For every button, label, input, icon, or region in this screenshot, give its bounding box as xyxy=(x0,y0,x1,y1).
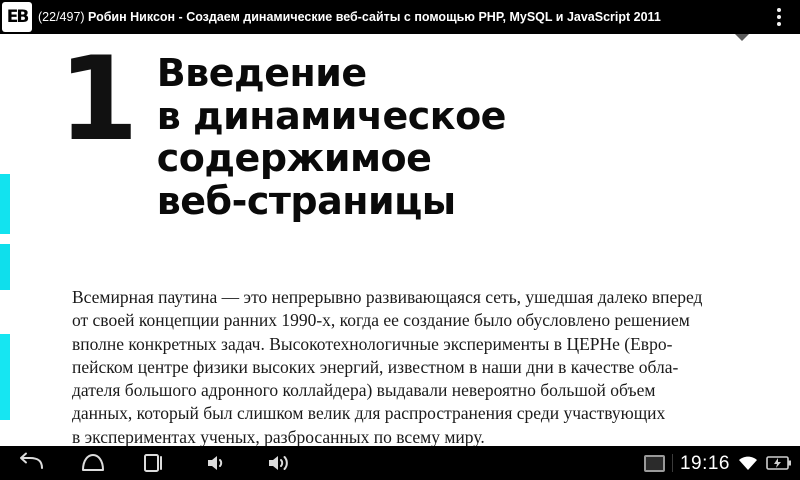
back-button[interactable] xyxy=(0,446,62,480)
page-edge-marker xyxy=(0,244,10,290)
volume-up-button[interactable] xyxy=(248,446,310,480)
status-divider xyxy=(672,454,673,472)
overflow-dot-1 xyxy=(777,8,781,12)
body-line: данных, который был слишком велик для распространения среди участвующих xyxy=(72,403,666,424)
volume-down-button[interactable] xyxy=(186,446,248,480)
body-line: в экспериментах ученых, разбросанных по всему миру. xyxy=(72,426,485,446)
chapter-title-line: в динамическое xyxy=(156,93,506,138)
app-bar xyxy=(0,0,800,34)
body-line: Всемирная паутина — это непрерывно развивающаяся сеть, ушедшая далеко вперед xyxy=(72,287,703,307)
chapter-title-line: веб-страницы xyxy=(156,178,456,223)
chapter-number: 1 xyxy=(58,34,135,167)
book-author: Робин Никсон - xyxy=(88,10,187,24)
chapter-title-line: содержимое xyxy=(156,136,432,181)
overflow-dot-2 xyxy=(777,15,781,19)
clock: 19:16 xyxy=(679,452,730,474)
page-edge-marker xyxy=(0,174,10,234)
book-page[interactable] xyxy=(0,34,800,446)
status-area[interactable] xyxy=(644,446,800,480)
body-line: дателя большого адронного коллайдера) выдавали невероятно большой объем xyxy=(72,380,656,401)
overflow-menu-icon[interactable] xyxy=(762,0,796,34)
app-bar-caret-icon xyxy=(735,34,749,41)
system-navigation-bar xyxy=(0,446,800,480)
notification-icon xyxy=(644,455,665,472)
body-text xyxy=(72,286,772,446)
body-paragraph xyxy=(72,286,772,446)
page-edge-marker xyxy=(0,334,10,420)
overflow-dot-3 xyxy=(777,22,781,26)
recent-apps-button[interactable] xyxy=(124,446,186,480)
battery-icon xyxy=(766,455,792,471)
home-button[interactable] xyxy=(62,446,124,480)
page-counter: (22/497) xyxy=(38,10,85,24)
body-line: пейском центре физики высоких энергий, известном в наши дни в качестве обла- xyxy=(72,356,679,377)
wifi-icon xyxy=(737,454,759,472)
book-title: Создаем динамические веб-сайты с помощью PHP, MySQL и JavaScript 2011 xyxy=(186,10,661,24)
body-line: от своей концепции ранних 1990-х, когда ее создание было обусловлено решением xyxy=(72,310,690,331)
body-line: вполне конкретных задач. Высокотехнологичные эксперименты в ЦЕРНе (Евро- xyxy=(72,333,673,354)
chapter-title-line: Введение xyxy=(156,51,367,95)
app-bar-title xyxy=(38,0,762,34)
chapter-title xyxy=(157,46,506,222)
app-icon-glyph: ЕВ xyxy=(6,6,28,27)
app-icon[interactable] xyxy=(2,2,32,32)
chapter-heading xyxy=(58,34,780,223)
